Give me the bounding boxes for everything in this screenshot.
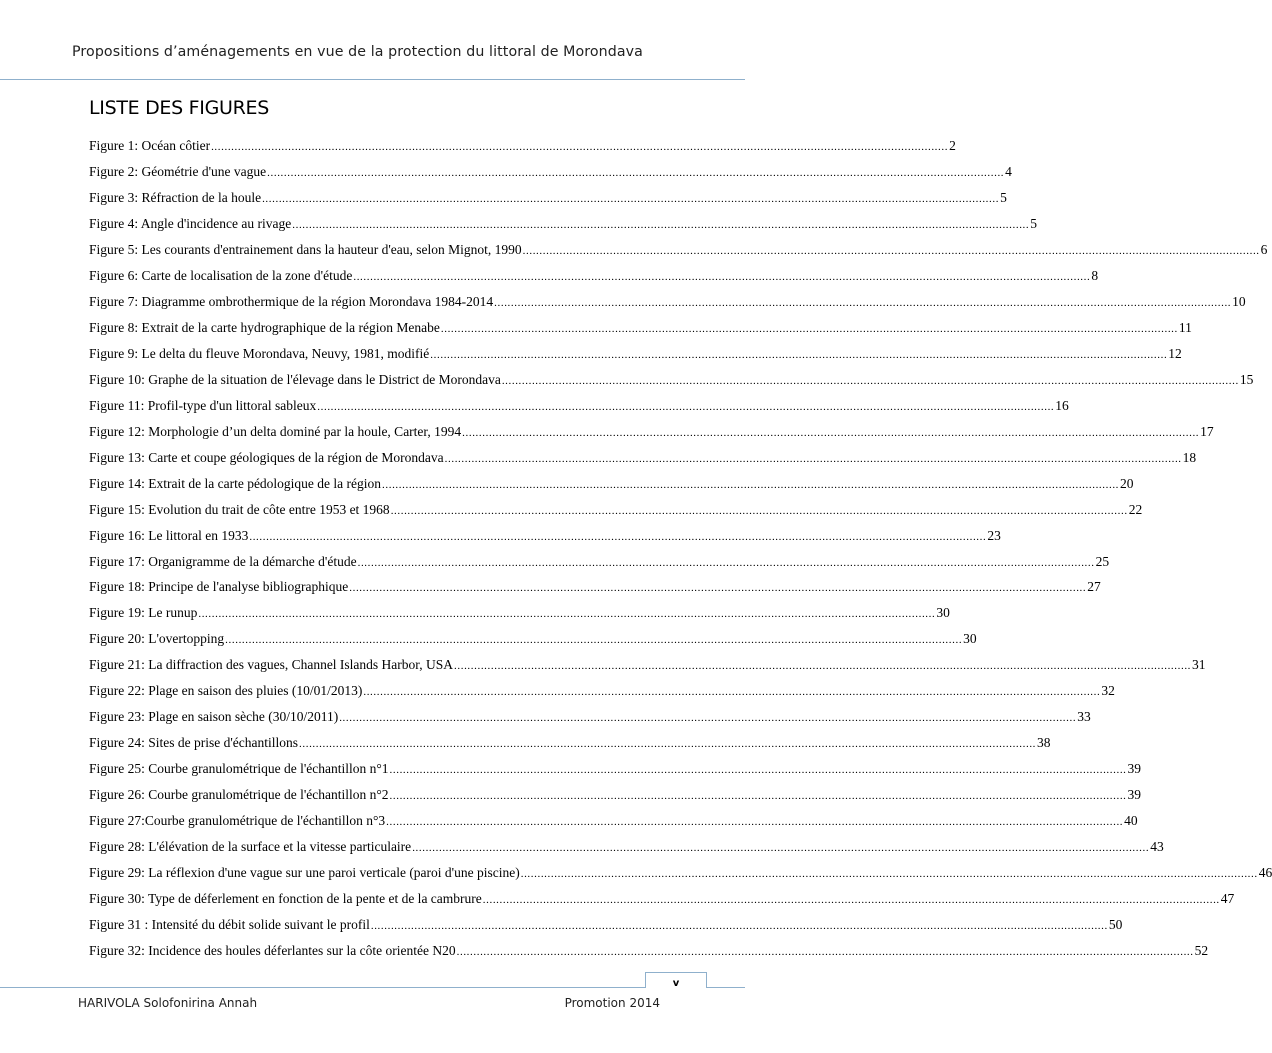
figure-entry-label: Figure 14: Extrait de la carte pédologique de la région: [89, 475, 382, 491]
figure-entry-label: Figure 6: Carte de localisation de la zone d'étude: [89, 267, 353, 283]
figure-entry-page: 25: [1095, 553, 1110, 569]
figure-entry[interactable]: [89, 525, 1001, 551]
figure-entry-page: 8: [1091, 267, 1099, 283]
dot-leader: ............................................................................................................................................................................................................................: [456, 946, 1194, 959]
figure-entry-label: Figure 12: Morphologie d’un delta dominé par la houle, Carter, 1994: [89, 423, 462, 439]
figure-entry[interactable]: [89, 369, 1254, 395]
figure-entry[interactable]: [89, 862, 1272, 888]
figure-entry-page: 2: [949, 138, 956, 153]
dot-leader: ............................................................................................................................................................................................................................: [494, 296, 1232, 309]
figure-entry-page: 17: [1200, 423, 1214, 439]
figure-entry-label: Figure 32: Incidence des houles déferlantes sur la côte orientée N20: [89, 943, 456, 959]
figure-entry[interactable]: [89, 628, 977, 654]
dot-leader: ............................................................................................................................................................................................................................: [462, 426, 1200, 439]
dot-leader: ............................................................................................................................................................................................................................: [363, 686, 1101, 699]
figure-entry-label: Figure 11: Profil-type d'un littoral sableux: [89, 397, 317, 413]
figure-entry-page: 22: [1128, 501, 1143, 517]
figure-entry[interactable]: [89, 239, 1268, 265]
figure-entry-label: Figure 28: L'élévation de la surface et la vitesse particulaire: [89, 839, 412, 855]
figure-entry-page: 20: [1120, 475, 1134, 491]
page-header: [0, 0, 745, 80]
figure-entry[interactable]: [89, 654, 1206, 680]
figure-entry[interactable]: [89, 836, 1164, 862]
dot-leader: ............................................................................................................................................................................................................................: [520, 868, 1258, 881]
figure-entry-label: Figure 25: Courbe granulométrique de l'échantillon n°1: [89, 761, 389, 777]
dot-leader: ............................................................................................................................................................................................................................: [390, 504, 1128, 517]
footer-author: HARIVOLA Solofonirina Annah: [78, 996, 258, 1010]
figure-entry-label: Figure 30: Type de déferlement en fonction de la pente et de la cambrure: [89, 891, 482, 907]
figure-entry-label: Figure 21: La diffraction des vagues, Channel Islands Harbor, USA: [89, 657, 454, 673]
figure-entry-label: Figure 8: Extrait de la carte hydrographique de la région Menabe: [89, 319, 440, 335]
header-title: Propositions d’aménagements en vue de la protection du littoral de Morondava: [72, 44, 643, 60]
dot-leader: ............................................................................................................................................................................................................................: [349, 582, 1087, 595]
figure-entry-label: Figure 26: Courbe granulométrique de l'échantillon n°2: [89, 787, 389, 803]
page-title: LISTE DES FIGURES: [89, 97, 269, 119]
dot-leader: ............................................................................................................................................................................................................................: [317, 400, 1055, 413]
dot-leader: ............................................................................................................................................................................................................................: [482, 894, 1220, 907]
dot-leader: ............................................................................................................................................................................................................................: [430, 348, 1168, 361]
figure-entry-page: 4: [1005, 163, 1012, 179]
figure-entry-label: Figure 22: Plage en saison des pluies (10/01/2013): [89, 683, 363, 699]
figure-entry[interactable]: [89, 291, 1246, 317]
figure-entry-page: 30: [963, 631, 977, 647]
figure-entry-page: 6: [1260, 241, 1268, 257]
figure-entry-label: Figure 15: Evolution du trait de côte entre 1953 et 1968: [89, 501, 390, 517]
figure-entry-page: 46: [1258, 865, 1272, 881]
page-number: v: [645, 972, 707, 988]
figure-entry-label: Figure 16: Le littoral en 1933: [89, 527, 249, 543]
figure-entry-page: 38: [1037, 735, 1051, 751]
dot-leader: ............................................................................................................................................................................................................................: [412, 842, 1150, 855]
figure-entry-page: 50: [1108, 917, 1123, 933]
figure-entry-page: 11: [1178, 319, 1192, 335]
figure-entry[interactable]: [89, 265, 1099, 291]
figure-entry-page: 39: [1127, 761, 1142, 777]
figure-entry-label: Figure 18: Principe de l'analyse bibliographique: [89, 579, 349, 595]
figure-entry-label: Figure 13: Carte et coupe géologiques de la région de Morondava: [89, 449, 444, 465]
dot-leader: ............................................................................................................................................................................................................................: [454, 660, 1192, 673]
figure-entry[interactable]: [89, 680, 1115, 706]
figure-entry-page: 5: [1000, 189, 1007, 205]
figure-entry-page: 47: [1220, 891, 1235, 907]
figure-list: [89, 135, 1272, 966]
figure-entry[interactable]: [89, 395, 1069, 421]
dot-leader: ............................................................................................................................................................................................................................: [389, 790, 1127, 803]
figure-entry-page: 12: [1168, 345, 1182, 361]
figure-entry[interactable]: [89, 473, 1134, 499]
dot-leader: ............................................................................................................................................................................................................................: [262, 192, 1000, 205]
figure-entry-page: 23: [987, 527, 1001, 543]
dot-leader: ............................................................................................................................................................................................................................: [440, 322, 1178, 335]
dot-leader: ............................................................................................................................................................................................................................: [292, 218, 1030, 231]
dot-leader: ............................................................................................................................................................................................................................: [522, 244, 1260, 257]
figure-entry-label: Figure 17: Organigramme de la démarche d'étude: [89, 553, 357, 569]
figure-entry-label: Figure 5: Les courants d'entrainement dans la hauteur d'eau, selon Mignot, 1990: [89, 241, 522, 257]
dot-leader: ............................................................................................................................................................................................................................: [386, 816, 1124, 829]
figure-entry-page: 40: [1124, 813, 1138, 829]
figure-entry-label: Figure 19: Le runup: [89, 605, 198, 621]
figure-entry-page: 43: [1150, 839, 1164, 855]
figure-entry[interactable]: [89, 161, 1012, 187]
figure-entry[interactable]: [89, 576, 1101, 602]
figure-entry-label: Figure 27:Courbe granulométrique de l'échantillon n°3: [89, 813, 386, 829]
figure-entry-label: Figure 23: Plage en saison sèche (30/10/2011): [89, 709, 339, 725]
dot-leader: ............................................................................................................................................................................................................................: [249, 530, 987, 543]
figure-entry-page: 31: [1192, 657, 1206, 673]
dot-leader: ............................................................................................................................................................................................................................: [353, 270, 1091, 283]
figure-entry[interactable]: [89, 499, 1143, 525]
dot-leader: ............................................................................................................................................................................................................................: [198, 608, 936, 621]
dot-leader: ............................................................................................................................................................................................................................: [267, 166, 1005, 179]
figure-entry-page: 32: [1101, 683, 1115, 699]
dot-leader: ............................................................................................................................................................................................................................: [389, 764, 1127, 777]
figure-entry[interactable]: [89, 732, 1051, 758]
figure-entry[interactable]: [89, 343, 1182, 369]
dot-leader: ............................................................................................................................................................................................................................: [444, 452, 1182, 465]
figure-entry-page: 10: [1232, 293, 1246, 309]
dot-leader: ............................................................................................................................................................................................................................: [339, 712, 1077, 725]
figure-entry[interactable]: [89, 784, 1142, 810]
footer-divider: [0, 987, 745, 988]
figure-entry[interactable]: [89, 213, 1037, 239]
figure-entry-page: 27: [1087, 579, 1101, 595]
dot-leader: ............................................................................................................................................................................................................................: [382, 478, 1120, 491]
figure-entry[interactable]: [89, 421, 1214, 447]
dot-leader: ............................................................................................................................................................................................................................: [370, 920, 1108, 933]
figure-entry-label: Figure 3: Réfraction de la houle: [89, 189, 262, 205]
dot-leader: ............................................................................................................................................................................................................................: [225, 634, 963, 647]
figure-entry[interactable]: [89, 551, 1110, 577]
figure-entry-page: 30: [936, 605, 950, 621]
figure-entry-page: 33: [1077, 709, 1091, 725]
figure-entry[interactable]: [89, 914, 1123, 940]
dot-leader: ............................................................................................................................................................................................................................: [299, 738, 1037, 751]
figure-entry-label: Figure 4: Angle d'incidence au rivage: [89, 215, 292, 231]
figure-entry[interactable]: [89, 602, 950, 628]
figure-entry-label: Figure 1: Océan côtier: [89, 138, 211, 153]
figure-entry[interactable]: [89, 706, 1091, 732]
figure-entry-page: 18: [1182, 449, 1197, 465]
figure-entry-label: Figure 29: La réflexion d'une vague sur une paroi verticale (paroi d'une piscine): [89, 865, 520, 881]
figure-entry[interactable]: [89, 447, 1197, 473]
figure-entry-page: 15: [1239, 371, 1254, 387]
figure-entry[interactable]: [89, 187, 1007, 213]
dot-leader: ............................................................................................................................................................................................................................: [501, 374, 1239, 387]
figure-entry-label: Figure 7: Diagramme ombrothermique de la région Morondava 1984-2014: [89, 293, 494, 309]
footer-promotion: Promotion 2014: [564, 996, 660, 1010]
figure-entry[interactable]: [89, 888, 1235, 914]
figure-entry-label: Figure 31 : Intensité du débit solide suivant le profil: [89, 917, 370, 933]
figure-entry-label: Figure 24: Sites de prise d'échantillons: [89, 735, 299, 751]
figure-entry-page: 39: [1127, 787, 1142, 803]
figure-entry-label: Figure 20: L'overtopping: [89, 631, 225, 647]
figure-entry-page: 52: [1194, 943, 1209, 959]
figure-entry[interactable]: [89, 317, 1192, 343]
figure-entry[interactable]: [89, 940, 1209, 966]
dot-leader: ............................................................................................................................................................................................................................: [211, 141, 949, 153]
figure-entry-label: Figure 2: Géométrie d'une vague: [89, 163, 267, 179]
figure-entry-page: 16: [1055, 397, 1069, 413]
dot-leader: ............................................................................................................................................................................................................................: [357, 556, 1095, 569]
figure-entry-label: Figure 10: Graphe de la situation de l'élevage dans le District de Morondava: [89, 371, 501, 387]
figure-entry-page: 5: [1030, 215, 1037, 231]
figure-entry[interactable]: [89, 810, 1138, 836]
figure-entry[interactable]: [89, 135, 956, 161]
figure-entry[interactable]: [89, 758, 1142, 784]
figure-entry-label: Figure 9: Le delta du fleuve Morondava, Neuvy, 1981, modifié: [89, 345, 430, 361]
